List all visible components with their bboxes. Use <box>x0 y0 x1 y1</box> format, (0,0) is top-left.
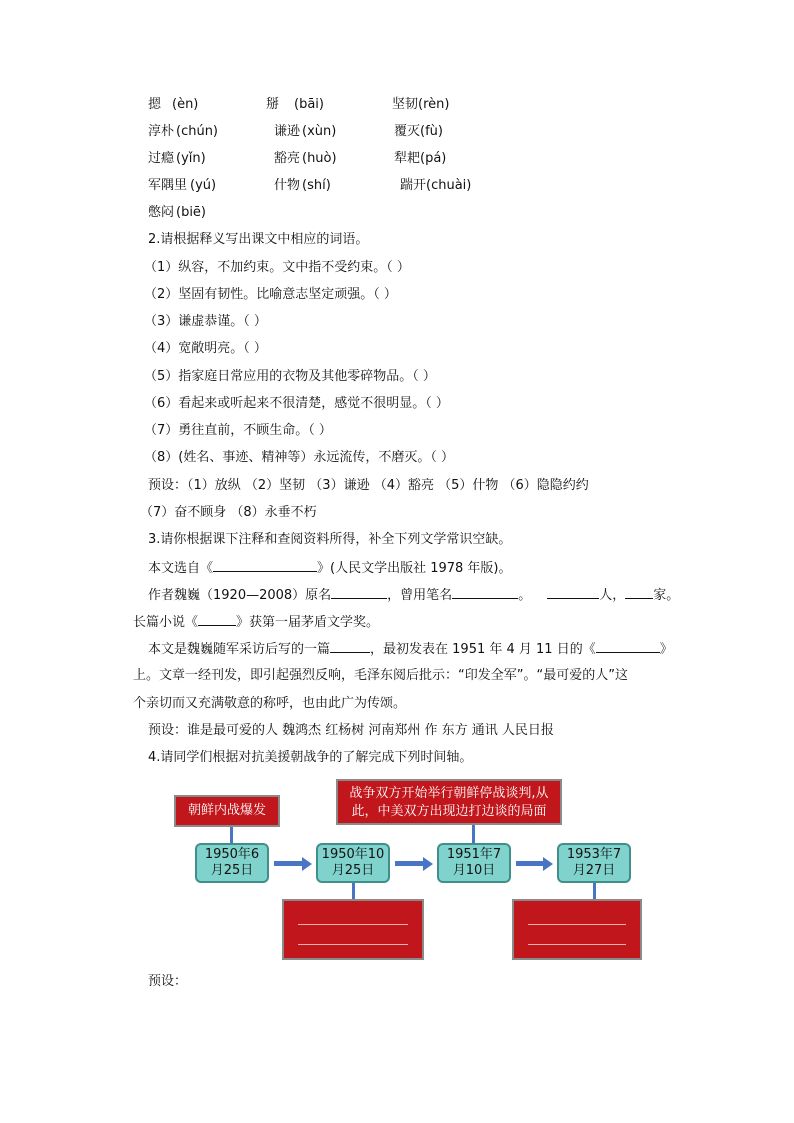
date-text: 1950年10 <box>321 847 385 862</box>
q3-preset: 预设：谁是最可爱的人 魏鸿杰 红杨树 河南郑州 作 东方 通讯 人民日报 <box>148 723 554 738</box>
date-box-1950-06-25 <box>195 843 269 883</box>
connector-line <box>472 825 475 845</box>
q2-item-6: （6）看起来或听起来不很清楚，感觉不很明显。（ ） <box>144 396 449 411</box>
q3-title: 3.请你根据课下注释和查阅资料所得，补全下列文学常识空缺。 <box>148 532 512 547</box>
date-box-1950-10-25 <box>316 843 390 883</box>
date-box-1951-07-10 <box>437 843 511 883</box>
answer-rule <box>528 924 626 925</box>
vocab-pinyin: (biē) <box>176 205 207 220</box>
q3-source-prefix: 本文选自《 <box>148 561 214 576</box>
vocab-word: 过瘾 <box>148 151 175 166</box>
q2-title: 2.请根据释义写出课文中相应的词语。 <box>148 232 369 247</box>
pinyin-row-5 <box>148 204 206 222</box>
blank-source-book[interactable] <box>213 559 317 572</box>
event-text: 朝鲜内战爆发 <box>187 803 266 818</box>
arrow-right-icon <box>302 857 312 871</box>
date-text: 月27日 <box>572 863 616 878</box>
q3-para-line3: 个亲切而又充满敬意的称呼，也由此广为传颂。 <box>133 696 407 711</box>
q3-author-text: 人， <box>599 588 626 603</box>
pinyin-row-1 <box>148 96 449 114</box>
answer-box-1953-07-27[interactable] <box>512 899 642 960</box>
q3-para-text: 本文是魏巍随军采访后写的一篇 <box>148 642 331 657</box>
q2-preset-line1: 预设：（1）放纵 （2）坚韧 （3）谦逊 （4）豁亮 （5）什物 （6）隐隐约约 <box>148 478 589 493</box>
pinyin-row-3 <box>148 150 446 168</box>
date-text: 月10日 <box>452 863 496 878</box>
event-text-line1: 战争双方开始举行朝鲜停战谈判,从 <box>349 786 549 801</box>
q2-item-1: （1）纵容，不加约束。文中指不受约束。（ ） <box>144 260 410 275</box>
vocab-word: 摁 <box>148 97 162 112</box>
q4-title: 4.请同学们根据对抗美援朝战争的了解完成下列时间轴。 <box>148 750 473 765</box>
arrow-right-icon <box>543 857 553 871</box>
vocab-word: 军隅里 <box>148 178 188 193</box>
q3-novel-prefix: 长篇小说《 <box>133 615 199 630</box>
arrow-line <box>274 861 302 866</box>
q3-source-suffix: 》(人民文学出版社 1978 年版)。 <box>317 561 512 576</box>
q3-author-text: 家。 <box>653 588 680 603</box>
q2-item-7: （7）勇往直前，不顾生命。（ ） <box>144 423 332 438</box>
vocab-word: 什物 <box>274 178 301 193</box>
q3-author-line <box>148 586 679 605</box>
date-text: 月25日 <box>331 863 375 878</box>
vocab-word: 豁亮 <box>274 151 301 166</box>
blank-original-name[interactable] <box>331 586 387 599</box>
blank-hometown[interactable] <box>547 586 599 599</box>
q3-author-text: 作者魏巍（1920—2008）原名 <box>148 588 332 603</box>
answer-rule <box>528 944 626 945</box>
vocab-word: 谦逊 <box>274 124 301 139</box>
q3-para-text: ，最初发表在 1951 年 4 月 11 日的《 <box>370 642 596 657</box>
q3-novel-line <box>133 613 379 632</box>
vocab-word: 掰 <box>266 97 280 112</box>
q2-item-8: （8）(姓名、事迹、精神等）永远流传，不磨灭。（ ） <box>144 450 454 465</box>
vocab-pinyin: (bāi) <box>294 97 324 112</box>
vocab-pinyin: (huò) <box>302 151 337 166</box>
q3-source-line <box>148 559 512 578</box>
vocab-word: 淳朴 <box>148 124 175 139</box>
q2-preset-line2: （7）奋不顾身 （8）永垂不朽 <box>140 505 317 520</box>
vocab-pinyin: (fù) <box>420 124 443 139</box>
q3-para-line2: 上。文章一经刊发，即引起强烈反响，毛泽东阅后批示：“印发全军”。“最可爱的人”这 <box>133 668 628 683</box>
date-text: 月25日 <box>210 863 254 878</box>
q3-para-text: 》 <box>659 642 673 657</box>
q2-item-5: （5）指家庭日常应用的衣物及其他零碎物品。（ ） <box>144 369 436 384</box>
vocab-pinyin: (yú) <box>190 178 217 193</box>
vocab-word: 憋闷 <box>148 205 175 220</box>
blank-novel-title[interactable] <box>198 613 236 626</box>
date-text: 1951年7 <box>446 847 502 862</box>
blank-newspaper[interactable] <box>596 640 660 653</box>
q2-item-4: （4）宽敞明亮。（ ） <box>144 341 267 356</box>
blank-genre[interactable] <box>330 640 370 653</box>
pinyin-row-4 <box>148 177 471 195</box>
answer-rule <box>298 944 408 945</box>
vocab-pinyin: (chuài) <box>426 178 472 193</box>
event-box-korean-civil-war <box>174 795 280 827</box>
date-text: 1950年6 <box>204 847 260 862</box>
q3-para-line1 <box>148 640 673 659</box>
vocab-pinyin: (èn) <box>172 97 199 112</box>
vocab-pinyin: (yǐn) <box>176 151 206 166</box>
date-text: 1953年7 <box>566 847 622 862</box>
vocab-pinyin: (rèn) <box>418 97 450 112</box>
blank-pen-name[interactable] <box>452 586 518 599</box>
blank-profession[interactable] <box>625 586 653 599</box>
event-box-armistice-talks <box>336 779 562 825</box>
vocab-pinyin: (xùn) <box>302 124 337 139</box>
q2-item-2: （2）坚固有韧性。比喻意志坚定顽强。（ ） <box>144 287 397 302</box>
answer-box-1950-10-25[interactable] <box>282 899 424 960</box>
q2-item-3: （3）谦虚恭谨。（ ） <box>144 314 267 329</box>
vocab-word: 坚韧 <box>392 97 419 112</box>
arrow-line <box>395 861 423 866</box>
q3-author-text: ，曾用笔名 <box>387 588 453 603</box>
event-text-line2: 此，中美双方出现边打边谈的局面 <box>351 804 547 819</box>
vocab-pinyin: (pá) <box>420 151 447 166</box>
answer-rule <box>298 924 408 925</box>
q3-author-text: 。 <box>518 588 532 603</box>
q3-novel-suffix: 》获第一届茅盾文学奖。 <box>236 615 380 630</box>
vocab-word: 踹开 <box>400 178 427 193</box>
pinyin-row-2 <box>148 123 443 141</box>
vocab-pinyin: (shí) <box>302 178 331 193</box>
arrow-right-icon <box>423 857 433 871</box>
vocab-word: 犁耙 <box>394 151 421 166</box>
vocab-word: 覆灭 <box>394 124 421 139</box>
vocab-pinyin: (chún) <box>176 124 219 139</box>
q4-preset: 预设： <box>148 974 188 989</box>
date-box-1953-07-27 <box>557 843 631 883</box>
arrow-line <box>516 861 543 866</box>
